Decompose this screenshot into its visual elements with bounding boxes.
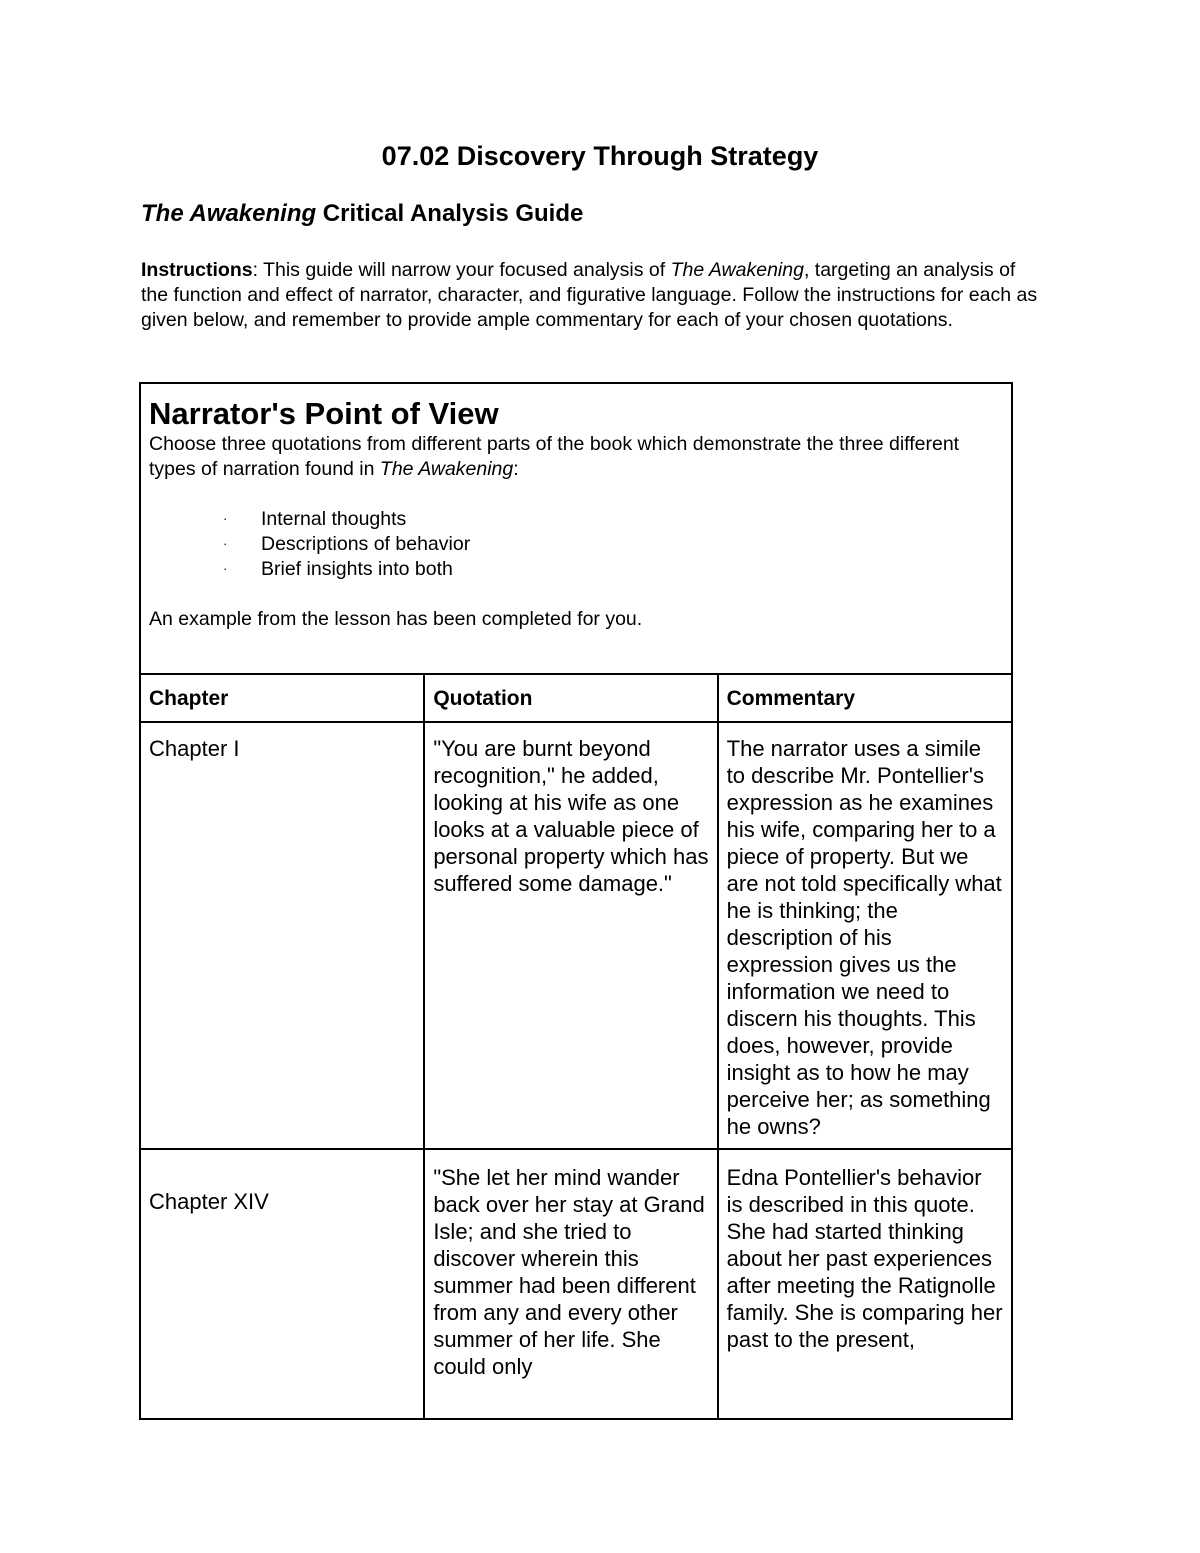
intro-text-2: : — [513, 458, 519, 480]
bullet-icon: · — [223, 561, 228, 576]
intro-text-1: Choose three quotations from different parts of the book which demonstrate the three different types of narration found in — [149, 433, 960, 480]
subtitle-book-title: The Awakening — [141, 200, 317, 227]
header-chapter: Chapter — [140, 674, 424, 722]
list-item — [149, 507, 1003, 532]
list-item — [149, 532, 1003, 557]
header-commentary: Commentary — [718, 674, 1012, 722]
chapter-cell: Chapter XIV — [140, 1149, 424, 1419]
section-heading: Narrator's Point of View — [149, 396, 499, 431]
list-item-label: Descriptions of behavior — [261, 533, 471, 555]
intro-book-title: The Awakening — [379, 458, 514, 480]
narration-types-list — [149, 507, 1003, 582]
quotation-cell: "She let her mind wander back over her stay at Grand Isle; and she tried to discover wherein this summer had been different from any and every other summer of her life. She could only — [424, 1149, 717, 1419]
bullet-icon: · — [223, 511, 228, 526]
list-item — [149, 557, 1003, 582]
list-item-label: Internal thoughts — [261, 508, 407, 530]
table-row — [140, 1149, 1012, 1419]
narrator-intro-cell — [140, 383, 1012, 674]
guide-subtitle — [141, 200, 583, 228]
narrator-analysis-table — [139, 382, 1013, 1420]
instructions-book-title: The Awakening — [670, 259, 804, 281]
instructions-text-1: : This guide will narrow your focused analysis of — [252, 259, 671, 281]
page-title: 07.02 Discovery Through Strategy — [381, 141, 819, 171]
instructions-label: Instructions — [141, 259, 253, 281]
header-quotation: Quotation — [424, 674, 717, 722]
commentary-cell: Edna Pontellier's behavior is described in this quote. She had started thinking about her past experiences after meeting the Ratignolle family. She is comparing her past to the present, — [718, 1149, 1012, 1419]
instructions-text-2: , targeting an analysis of the function and effect of narrator, character, and figurative language. Follow the instructions for each as given below, and remember to provide ample commentary for each of your chosen quotations. — [141, 259, 1038, 331]
subtitle-rest: Critical Analysis Guide — [316, 200, 584, 227]
section-intro — [149, 432, 1003, 482]
instructions-paragraph — [141, 258, 1046, 333]
example-note: An example from the lesson has been completed for you. — [149, 608, 643, 630]
chapter-cell: Chapter I — [140, 722, 424, 1149]
bullet-icon: · — [223, 536, 228, 551]
table-header-row — [140, 674, 1012, 722]
commentary-cell: The narrator uses a simile to describe Mr. Pontellier's expression as he examines his wife, comparing her to a piece of property. But we are not told specifically what he is thinking; the description of his expression gives us the information we need to discern his thoughts. This does, however, provide insight as to how he may perceive her; as something he owns? — [718, 722, 1012, 1149]
table-row — [140, 722, 1012, 1149]
list-item-label: Brief insights into both — [261, 558, 453, 580]
quotation-cell: "You are burnt beyond recognition," he added, looking at his wife as one looks at a valuable piece of personal property which has suffered some damage." — [424, 722, 717, 1149]
